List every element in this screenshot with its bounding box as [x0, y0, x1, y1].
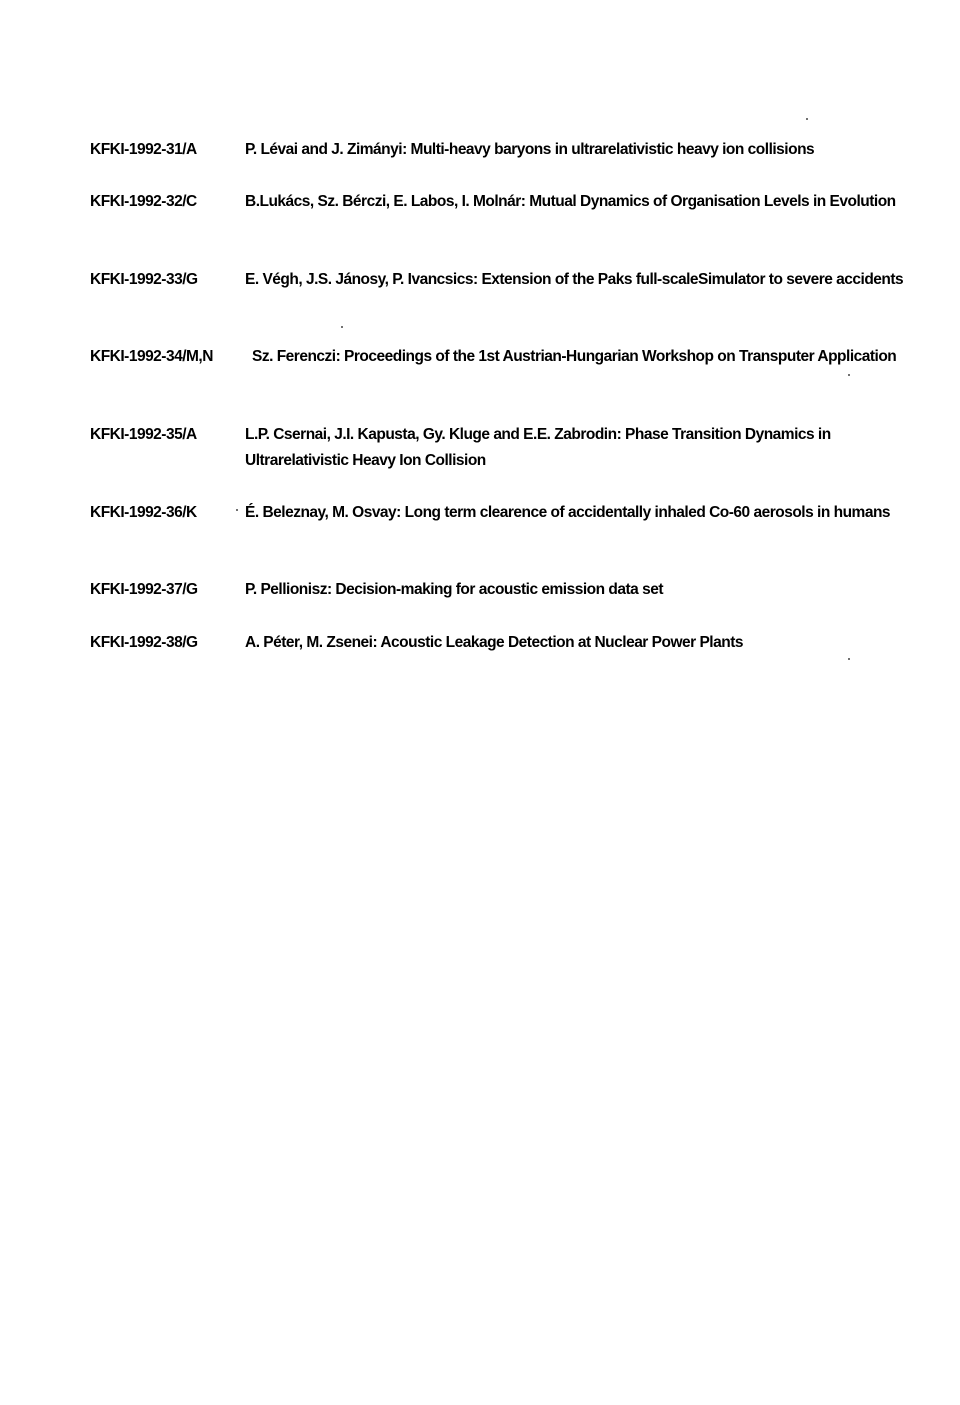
scan-speck: [806, 118, 808, 120]
report-id: KFKI-1992-34/M,N: [90, 348, 213, 365]
scan-speck: [341, 326, 343, 328]
scan-speck: [848, 374, 850, 376]
citation: P. Pellionisz: Decision-making for acoustic emission data set: [245, 581, 663, 598]
report-id: KFKI-1992-35/A: [90, 426, 197, 443]
report-id: KFKI-1992-32/C: [90, 193, 197, 210]
report-id: KFKI-1992-37/G: [90, 581, 198, 598]
citation: É. Beleznay, M. Osvay: Long term clearence of accidentally inhaled Co-60 aerosols in humans: [245, 504, 891, 521]
report-id: KFKI-1992-31/A: [90, 141, 197, 158]
report-id: KFKI-1992-33/G: [90, 271, 198, 288]
citation: Sz. Ferenczi: Proceedings of the 1st Austrian-Hungarian Workshop on Transputer Application: [252, 348, 897, 365]
report-id: KFKI-1992-38/G: [90, 634, 198, 651]
citation: L.P. Csernai, J.I. Kapusta, Gy. Kluge and E.E. Zabrodin: Phase Transition Dynamics in Ultrarelativistic Heavy Ion Collision: [245, 426, 831, 469]
citation: P. Lévai and J. Zimányi: Multi-heavy baryons in ultrarelativistic heavy ion collisions: [245, 141, 815, 158]
citation: A. Péter, M. Zsenei: Acoustic Leakage Detection at Nuclear Power Plants: [245, 634, 743, 651]
citation: E. Végh, J.S. Jánosy, P. Ivancsics: Extension of the Paks full-scaleSimulator to severe accidents: [245, 271, 904, 288]
scan-speck: [848, 658, 850, 660]
report-id: KFKI-1992-36/K: [90, 504, 197, 521]
citation: B.Lukács, Sz. Bérczi, E. Labos, I. Molnár: Mutual Dynamics of Organisation Levels in Evolution: [245, 193, 896, 210]
scan-speck: [236, 509, 238, 511]
